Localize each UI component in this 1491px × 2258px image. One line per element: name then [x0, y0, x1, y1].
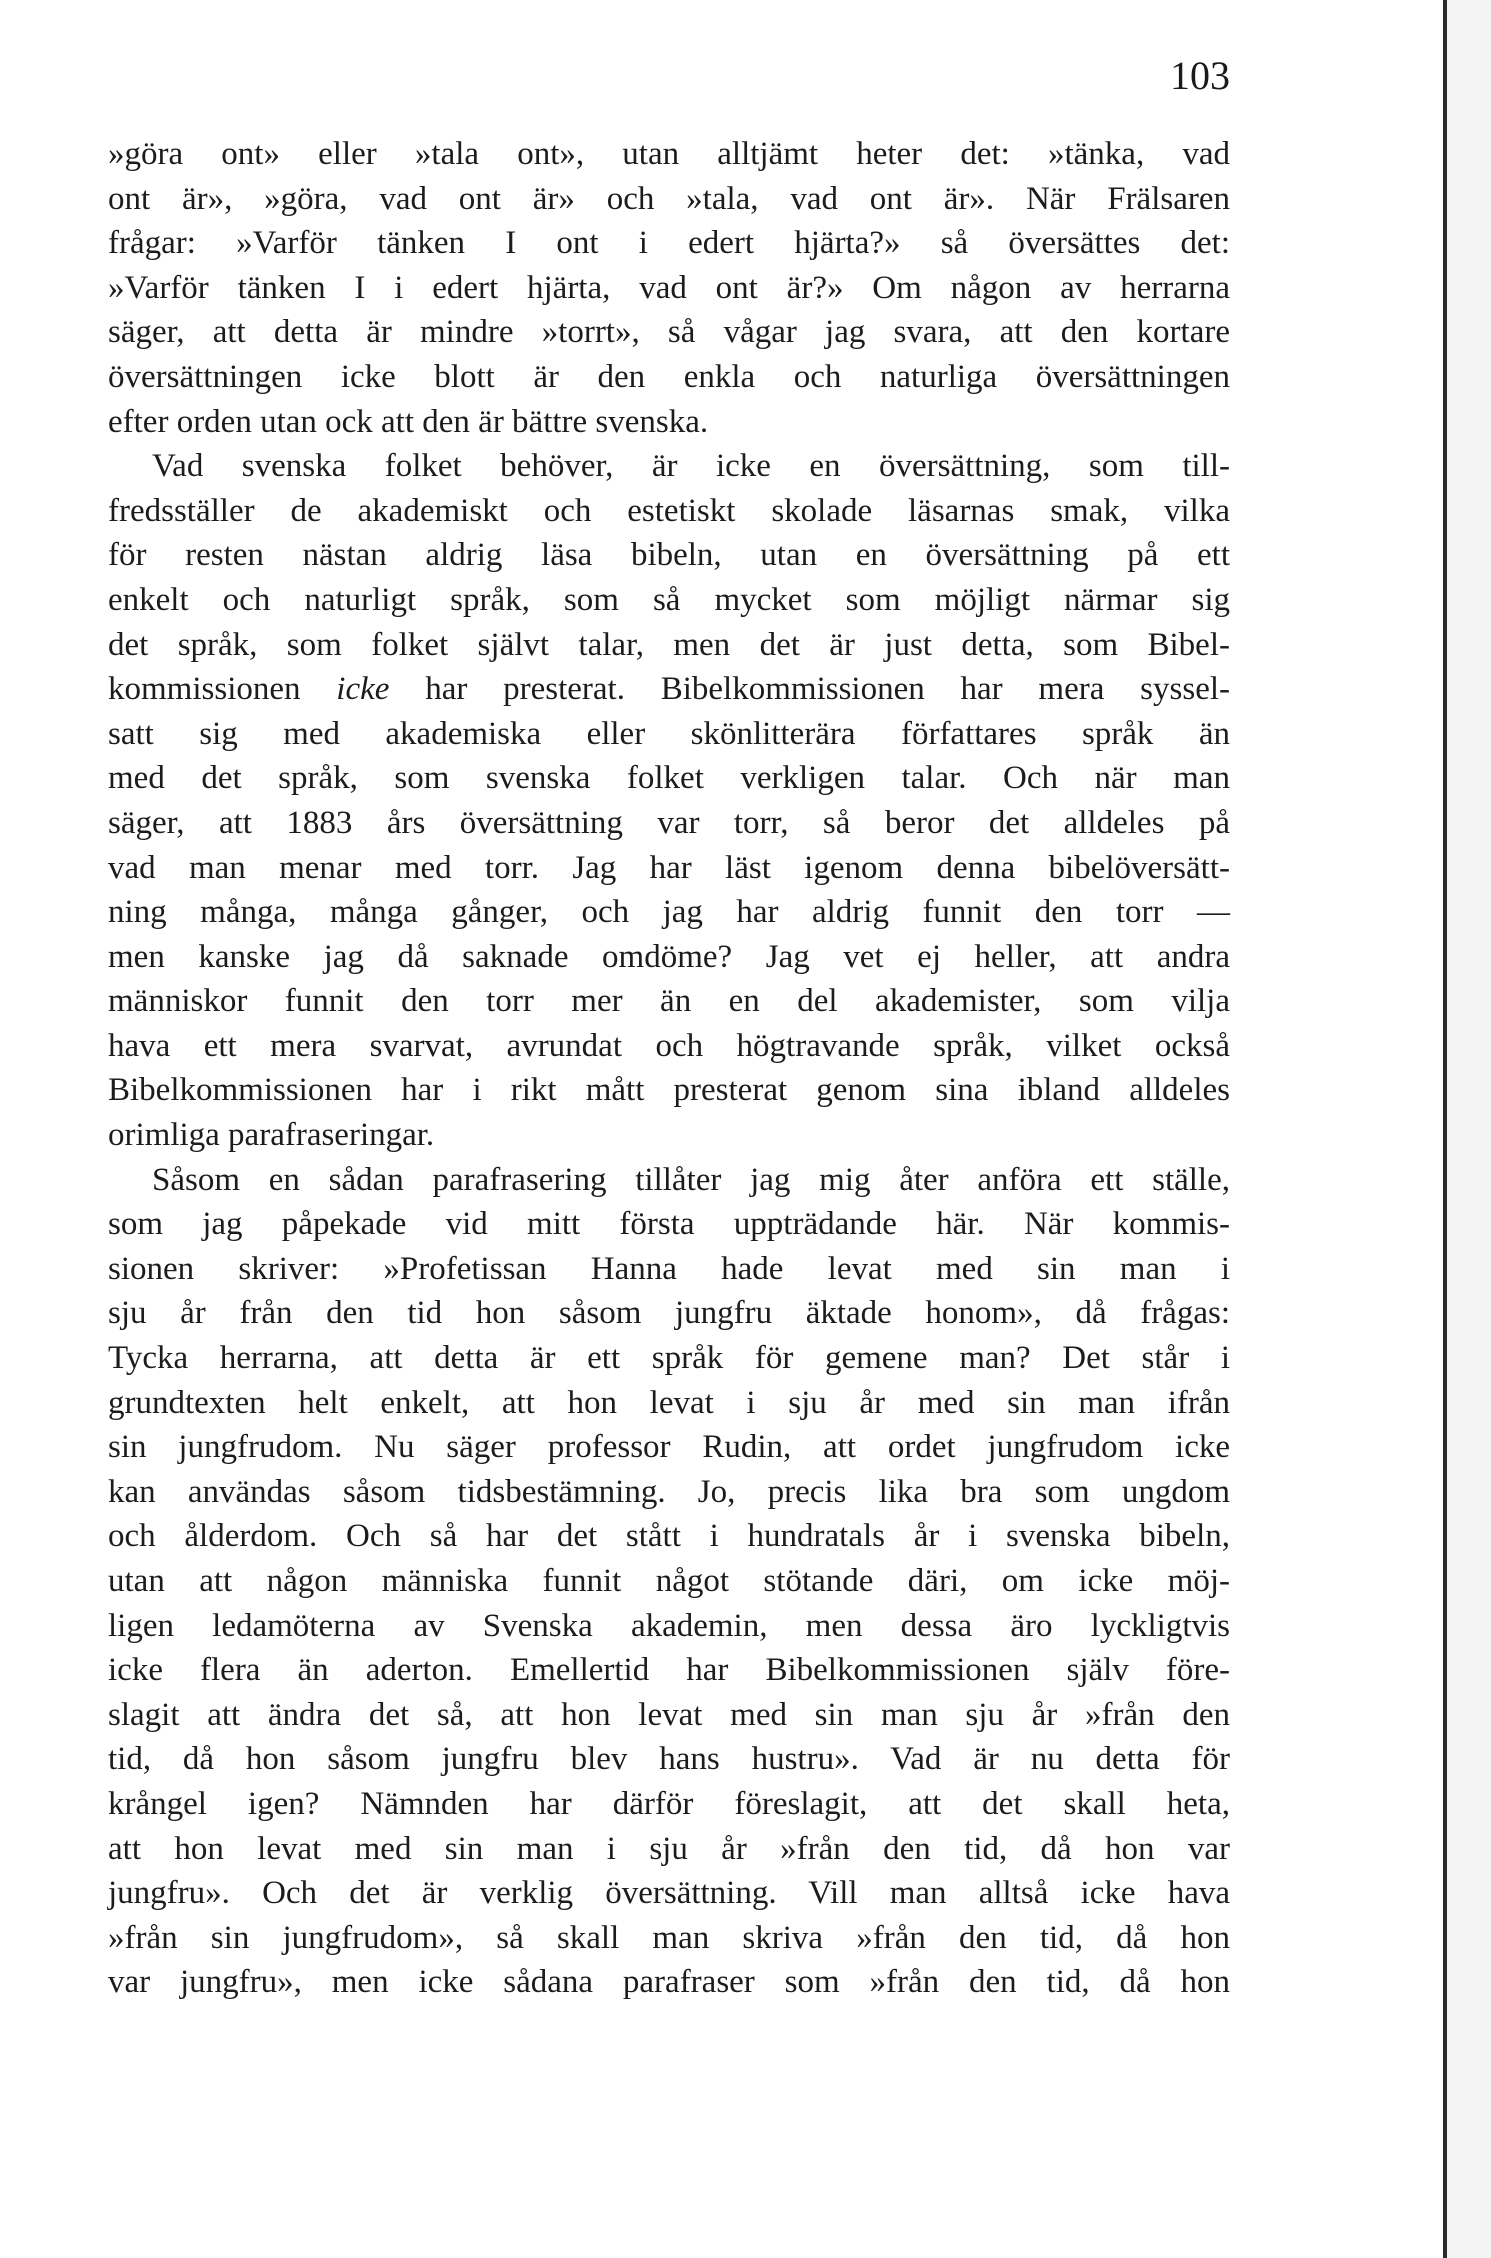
text-line: att hon levat med sin man i sju år »från den tid, då hon var: [108, 1830, 1230, 1867]
text-line: säger, att 1883 års översättning var torr, så beror det alldeles på: [108, 804, 1230, 841]
text-line: Vad svenska folket behöver, är icke en översättning, som till-: [152, 448, 1230, 485]
text-line: sionen skriver: »Profetissan Hanna hade levat med sin man i: [108, 1250, 1230, 1287]
text-line: som jag påpekade vid mitt första uppträdande här. När kommis-: [108, 1206, 1230, 1243]
text-line: men kanske jag då saknade omdöme? Jag vet ej heller, att andra: [108, 938, 1230, 975]
text-line: för resten nästan aldrig läsa bibeln, utan en översättning på ett: [108, 537, 1230, 574]
text-line: [108, 667, 1230, 712]
text-line: hava ett mera svarvat, avrundat och högtravande språk, vilket också: [108, 1027, 1230, 1064]
text-line: enkelt och naturligt språk, som så mycket som möjligt närmar sig: [108, 581, 1230, 618]
text-line: Bibelkommissionen har i rikt mått presterat genom sina ibland alldeles: [108, 1072, 1230, 1109]
text-line: säger, att detta är mindre »torrt», så vågar jag svara, att den kortare: [108, 314, 1230, 351]
text-line: kan användas såsom tidsbestämning. Jo, precis lika bra som ungdom: [108, 1473, 1230, 1510]
text-line: jungfru». Och det är verklig översättning. Vill man alltså icke hava: [108, 1875, 1230, 1912]
body-text: [108, 132, 1230, 2005]
text-line: grundtexten helt enkelt, att hon levat i sju år med sin man ifrån: [108, 1384, 1230, 1421]
text-line: tid, då hon såsom jungfru blev hans hustru». Vad är nu detta för: [108, 1741, 1230, 1778]
page-margin-right: [1447, 0, 1491, 2258]
text-line: utan att någon människa funnit något stötande däri, om icke möj-: [108, 1563, 1230, 1599]
text-line: och ålderdom. Och så har det stått i hundratals år i svenska bibeln,: [108, 1518, 1230, 1555]
text-line: vad man menar med torr. Jag har läst igenom denna bibelöversätt-: [108, 849, 1230, 886]
text-line: sju år från den tid hon såsom jungfru äktade honom», då frågas:: [108, 1295, 1230, 1332]
text-line: frågar: »Varför tänken I ont i edert hjärta?» så översättes det:: [108, 225, 1230, 262]
text-line: efter orden utan ock att den är bättre svenska.: [108, 403, 709, 440]
text-line: »från sin jungfrudom», så skall man skriva »från den tid, då hon: [108, 1919, 1230, 1956]
text-line: sin jungfrudom. Nu säger professor Rudin, att ordet jungfrudom icke: [108, 1429, 1230, 1466]
text-line: fredsställer de akademiskt och estetiskt skolade läsarnas smak, vilka: [108, 492, 1230, 529]
emphasized-word: icke: [336, 671, 390, 708]
text-line: icke flera än aderton. Emellertid har Bibelkommissionen själv före-: [108, 1652, 1230, 1689]
text-line: »göra ont» eller »tala ont», utan alltjämt heter det: »tänka, vad: [108, 136, 1230, 172]
text-segment: kommissionen: [108, 671, 337, 708]
text-line: krångel igen? Nämnden har därför föreslagit, att det skall heta,: [108, 1785, 1230, 1822]
text-line: översättningen icke blott är den enkla och naturliga översättningen: [108, 358, 1230, 395]
text-line: Tycka herrarna, att detta är ett språk för gemene man? Det står i: [108, 1340, 1230, 1377]
text-line: människor funnit den torr mer än en del akademister, som vilja: [108, 983, 1230, 1020]
text-segment: har presterat. Bibelkommissionen har mera syssel-: [389, 671, 1230, 708]
page-number: 103: [1170, 53, 1230, 98]
text-line: ligen ledamöterna av Svenska akademin, men dessa äro lyckligtvis: [108, 1607, 1230, 1644]
text-line: slagit att ändra det så, att hon levat med sin man sju år »från den: [108, 1696, 1230, 1733]
text-line: ont är», »göra, vad ont är» och »tala, vad ont är». När Frälsaren: [108, 180, 1230, 217]
text-line: Såsom en sådan parafrasering tillåter jag mig åter anföra ett ställe,: [152, 1161, 1230, 1198]
text-line: satt sig med akademiska eller skönlitterära författares språk än: [108, 715, 1230, 752]
text-line: »Varför tänken I i edert hjärta, vad ont är?» Om någon av herrarna: [108, 269, 1230, 306]
text-line: orimliga parafraseringar.: [108, 1117, 435, 1154]
text-line: ning många, många gånger, och jag har aldrig funnit den torr —: [108, 894, 1230, 931]
text-line: var jungfru», men icke sådana parafraser som »från den tid, då hon: [108, 1964, 1230, 2001]
text-line: med det språk, som svenska folket verkligen talar. Och när man: [108, 760, 1230, 797]
text-line: det språk, som folket självt talar, men det är just detta, som Bibel-: [108, 626, 1230, 663]
